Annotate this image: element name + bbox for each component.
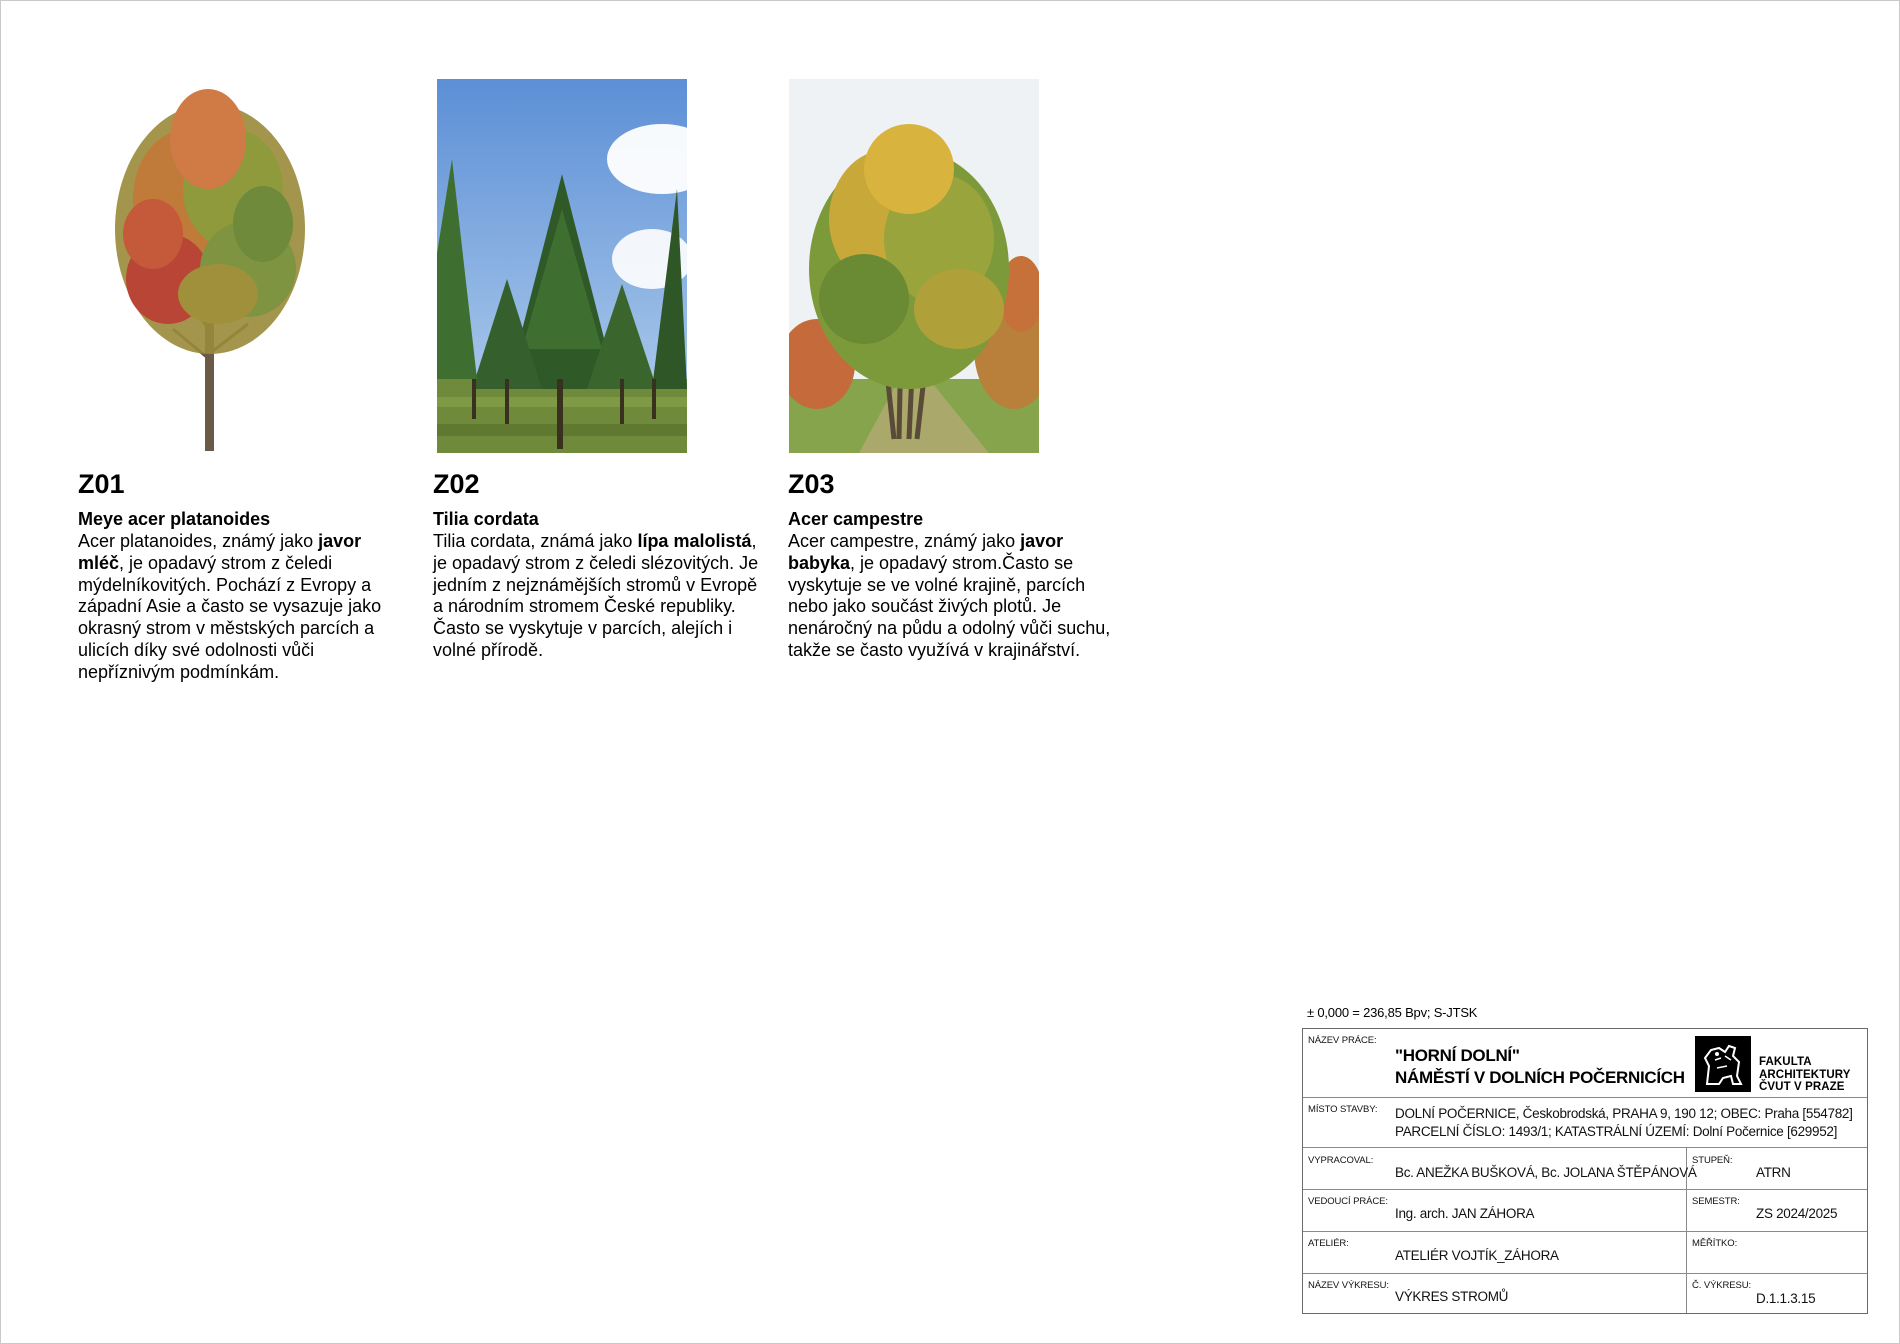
tree-description: Acer campestre, známý jako javor babyka, je opadavý strom.Často se vyskytuje se ve volné krajině, parcích nebo jako součást živých plotů. Je nenáročný na půdu a odolný vůči suchu, takže se často využívá v krajinářství. [788,531,1111,660]
drawing-name-label: NÁZEV VÝKRESU: [1308,1280,1389,1291]
maple-tree-photo [78,79,330,453]
faculty-logo [1693,1034,1865,1094]
project-title [1395,1045,1685,1089]
site-address: DOLNÍ POČERNICE, Českobrodská, PRAHA 9, 190 12; OBEC: Praha [554782] [1395,1106,1853,1121]
lion-emblem-icon [1695,1036,1751,1092]
stage-value: ATRN [1756,1165,1791,1180]
author-label: VYPRACOVAL: [1308,1155,1374,1166]
site-parcel: PARCELNÍ ČÍSLO: 1493/1; KATASTRÁLNÍ ÚZEMÍ: Dolní Počernice [629952] [1395,1124,1838,1139]
project-name-label: NÁZEV PRÁCE: [1308,1035,1377,1046]
drawing-number-value: D.1.1.3.15 [1756,1291,1816,1306]
project-title-line1: "HORNÍ DOLNÍ" [1395,1046,1520,1065]
tree-species-name: Meye acer platanoides [78,509,271,529]
semester-label: SEMESTR: [1692,1196,1740,1207]
tree-species-name: Acer campestre [788,509,924,529]
tree-species-name: Tilia cordata [433,509,539,529]
tree-description: Acer platanoides, známý jako javor mléč, je opadavý strom z čeledi mýdelníkovitých. Pochází z Evropy a západní Asie a často se vysazuje jako okrasný strom v městských parcích a ulicích díky své odolnosti vůči nepříznivým podmínkám. [78,531,382,682]
supervisor-value: Ing. arch. JAN ZÁHORA [1395,1206,1535,1221]
supervisor-label: VEDOUCÍ PRÁCE: [1308,1196,1388,1207]
drawing-name-value: VÝKRES STROMŮ [1395,1289,1509,1304]
tree-card-z03 [788,79,1118,660]
faculty-name: FAKULTA ARCHITEKTURY ČVUT V PRAZE [1759,1056,1851,1093]
tree-code: Z01 [78,469,125,499]
tree-code: Z03 [788,469,835,499]
semester-value: ZS 2024/2025 [1756,1206,1838,1221]
linden-grove-photo [437,79,689,453]
stage-label: STUPEŇ: [1692,1155,1733,1166]
tree-description: Tilia cordata, známá jako lípa malolistá, je opadavý strom z čeledi slézovitých. Je jedním z nejznámějších stromů v Evropě a národním stromem České republiky. Často se vyskytuje v parcích, alejích i volné přírodě. [433,531,759,660]
tree-card-z02 [433,79,763,660]
field-maple-photo [789,79,1041,453]
site-label: MÍSTO STAVBY: [1308,1104,1378,1115]
scale-label: MĚŘÍTKO: [1692,1238,1738,1249]
author-value: Bc. ANEŽKA BUŠKOVÁ, Bc. JOLANA ŠTĚPÁNOVÁ [1395,1165,1697,1180]
studio-value: ATELIÉR VOJTÍK_ZÁHORA [1395,1248,1559,1263]
tree-code: Z02 [433,469,480,499]
elevation-reference: ± 0,000 = 236,85 Bpv; S-JTSK [1307,1005,1478,1020]
title-block [1302,1028,1868,1314]
tree-card-z01 [78,79,408,682]
studio-label: ATELIÉR: [1308,1238,1349,1249]
drawing-number-label: Č. VÝKRESU: [1692,1280,1752,1291]
project-title-line2: NÁMĚSTÍ V DOLNÍCH POČERNICÍCH [1395,1068,1685,1087]
